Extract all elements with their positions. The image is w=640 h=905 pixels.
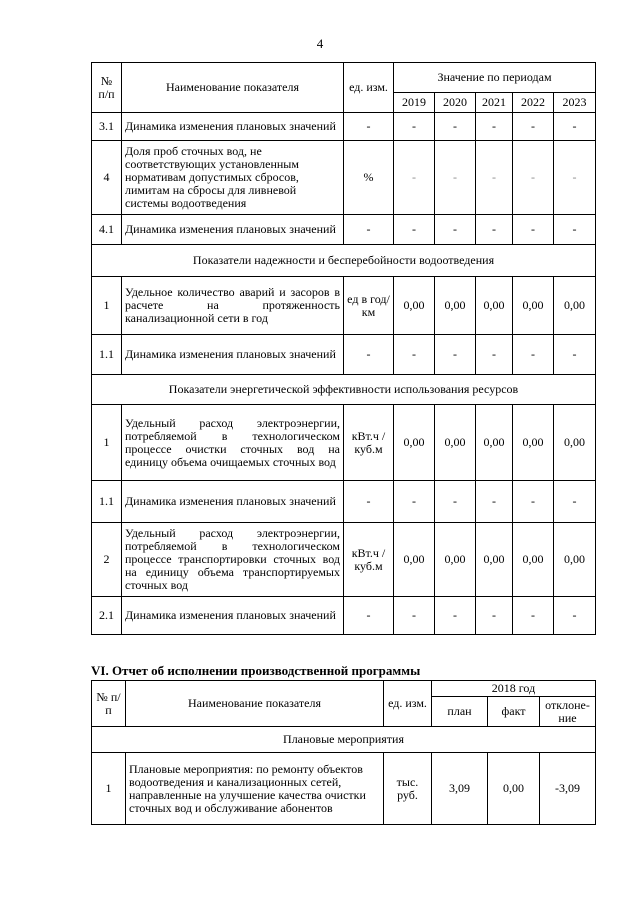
row-value: -: [394, 335, 435, 375]
row-name: Динамика изменения плановых значений: [122, 215, 344, 245]
header-deviation: отклоне-ние: [540, 697, 596, 727]
table-row: [92, 335, 596, 375]
row-num: 2: [92, 523, 122, 597]
row-value: -: [435, 113, 476, 141]
row-value: -: [394, 597, 435, 635]
row-value: -: [513, 335, 554, 375]
table-row: [92, 113, 596, 141]
row-num: 4.1: [92, 215, 122, 245]
section-heading: Показатели энергетической эффективности использования ресурсов: [92, 375, 596, 405]
header-fact: факт: [488, 697, 540, 727]
row-num: 1.1: [92, 335, 122, 375]
row-value: -: [394, 141, 435, 215]
header-name: Наименование показателя: [122, 63, 344, 113]
row-value: -: [554, 481, 596, 523]
row-value: -: [476, 215, 513, 245]
row-fact: 0,00: [488, 753, 540, 825]
row-value: -: [435, 141, 476, 215]
row-value: -: [394, 481, 435, 523]
row-value: 0,00: [476, 523, 513, 597]
section-heading: Плановые мероприятия: [92, 727, 596, 753]
row-name: Удельный расход электроэнергии, потребляемой в технологическом процессе транспортировки сточных вод на единицу объема транспортируемых сточных вод: [122, 523, 344, 597]
row-unit: -: [344, 215, 394, 245]
row-name: Динамика изменения плановых значений: [122, 335, 344, 375]
row-name: Динамика изменения плановых значений: [122, 481, 344, 523]
header-name: Наименование показателя: [126, 681, 384, 727]
header-periods: Значение по периодам: [394, 63, 596, 93]
row-value: -: [476, 597, 513, 635]
header-num: № п/п: [92, 681, 126, 727]
row-value: -: [476, 141, 513, 215]
row-value: 0,00: [476, 277, 513, 335]
table-row: [92, 597, 596, 635]
table-row: [92, 481, 596, 523]
row-num: 3.1: [92, 113, 122, 141]
row-name: Удельное количество аварий и засоров в расчете на протяженность канализационной сети в год: [122, 277, 344, 335]
row-unit: кВт.ч / куб.м: [344, 523, 394, 597]
row-unit: -: [344, 335, 394, 375]
row-value: 0,00: [513, 523, 554, 597]
row-value: 0,00: [554, 277, 596, 335]
header-year: 2019: [394, 93, 435, 113]
row-num: 1: [92, 277, 122, 335]
header-year: 2020: [435, 93, 476, 113]
header-num: № п/п: [92, 63, 122, 113]
row-value: -: [435, 335, 476, 375]
row-unit: ед в год/ км: [344, 277, 394, 335]
row-value: -: [435, 481, 476, 523]
row-value: -: [554, 597, 596, 635]
row-value: -: [476, 481, 513, 523]
row-value: 0,00: [435, 277, 476, 335]
header-year: 2018 год: [432, 681, 596, 697]
row-num: 2.1: [92, 597, 122, 635]
row-value: -: [554, 141, 596, 215]
row-value: 0,00: [513, 405, 554, 481]
row-name: Плановые мероприятия: по ремонту объектов водоотведения и канализационных сетей, направленные на улучшение качества очистки сточных вод и обслуживание абонентов: [126, 753, 384, 825]
row-value: 0,00: [394, 523, 435, 597]
row-value: 0,00: [554, 405, 596, 481]
row-unit: тыс. руб.: [384, 753, 432, 825]
row-value: -: [513, 113, 554, 141]
row-value: 0,00: [513, 277, 554, 335]
row-value: 0,00: [435, 523, 476, 597]
header-plan: план: [432, 697, 488, 727]
header-year: 2022: [513, 93, 554, 113]
row-name: Удельный расход электроэнергии, потребляемой в технологическом процессе очистки сточных вод на единицу объема очищаемых сточных вод: [122, 405, 344, 481]
program-report-table: [91, 680, 596, 825]
table-row: [92, 523, 596, 597]
header-year: 2021: [476, 93, 513, 113]
row-name: Динамика изменения плановых значений: [122, 113, 344, 141]
row-num: 4: [92, 141, 122, 215]
header-year: 2023: [554, 93, 596, 113]
table-row: [92, 141, 596, 215]
row-value: -: [513, 141, 554, 215]
row-deviation: -3,09: [540, 753, 596, 825]
table-row: [92, 405, 596, 481]
row-name: Доля проб сточных вод, не соответствующих установленным нормативам допустимых сбросов, лимитам на сбросы для ливневой системы водоотведения: [122, 141, 344, 215]
row-num: 1.1: [92, 481, 122, 523]
row-value: -: [513, 597, 554, 635]
row-value: -: [435, 215, 476, 245]
row-unit: %: [344, 141, 394, 215]
table-row: [92, 215, 596, 245]
row-name: Динамика изменения плановых значений: [122, 597, 344, 635]
row-value: -: [435, 597, 476, 635]
row-value: 0,00: [394, 277, 435, 335]
row-unit: кВт.ч / куб.м: [344, 405, 394, 481]
row-plan: 3,09: [432, 753, 488, 825]
row-value: -: [513, 215, 554, 245]
row-value: -: [513, 481, 554, 523]
header-unit: ед. изм.: [384, 681, 432, 727]
row-unit: -: [344, 113, 394, 141]
row-value: 0,00: [554, 523, 596, 597]
indicators-table: [91, 62, 596, 635]
page-number: 4: [316, 36, 324, 51]
section-heading: Показатели надежности и бесперебойности водоотведения: [92, 245, 596, 277]
row-value: 0,00: [394, 405, 435, 481]
row-value: -: [476, 113, 513, 141]
row-value: -: [476, 335, 513, 375]
row-num: 1: [92, 405, 122, 481]
header-unit: ед. изм.: [344, 63, 394, 113]
row-unit: -: [344, 597, 394, 635]
section-vi-title: VI. Отчет об исполнении производственной программы: [91, 663, 421, 678]
row-value: -: [554, 335, 596, 375]
row-value: -: [394, 113, 435, 141]
row-value: 0,00: [476, 405, 513, 481]
row-value: -: [554, 113, 596, 141]
table-row: [92, 277, 596, 335]
row-num: 1: [92, 753, 126, 825]
row-value: -: [394, 215, 435, 245]
table-row: [92, 753, 596, 825]
row-value: 0,00: [435, 405, 476, 481]
row-value: -: [554, 215, 596, 245]
row-unit: -: [344, 481, 394, 523]
